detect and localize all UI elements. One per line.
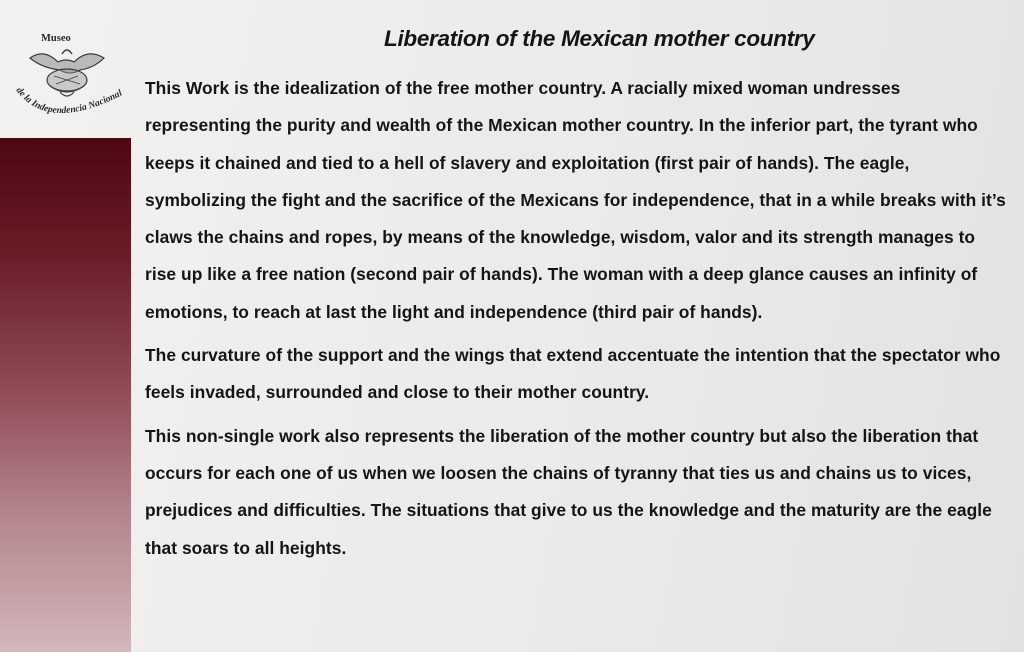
museum-logo [8, 28, 132, 132]
logo-text-museo: Museo [41, 33, 71, 44]
paragraph-2: The curvature of the support and the wings that extend accentuate the intention that the spectator who feels invaded, surrounded and close to their mother country. [145, 345, 1001, 403]
accent-bar [0, 138, 131, 652]
body-text [145, 70, 1011, 567]
paragraph-1: This Work is the idealization of the free mother country. A racially mixed woman undresses representing the purity and wealth of the Mexican mother country. In the inferior part, the tyrant who keeps it chained and tied to a hell of slavery and exploitation (first pair of hands). The eagle, symbolizing the fight and the sacrifice of the Mexicans for independence, that in a while breaks with it’s claws the chains and ropes, by means of the knowledge, wisdom, valor and its strength manages to rise up like a free nation (second pair of hands). The woman with a deep glance causes an infinity of emotions, to reach at last the light and independence (third pair of hands). [145, 78, 1006, 322]
logo-text-arc: de la Independencia Nacional [13, 85, 125, 117]
paragraph-3: This non-single work also represents the liberation of the mother country but also the liberation that occurs for each one of us when we loosen the chains of tyranny that ties us and chains us to vices, prejudices and difficulties. The situations that give to us the knowledge and the maturity are the eagle that soars to all heights. [145, 425, 992, 558]
page-title: Liberation of the Mexican mother country [384, 26, 815, 51]
eagle-seal-icon [30, 50, 104, 96]
